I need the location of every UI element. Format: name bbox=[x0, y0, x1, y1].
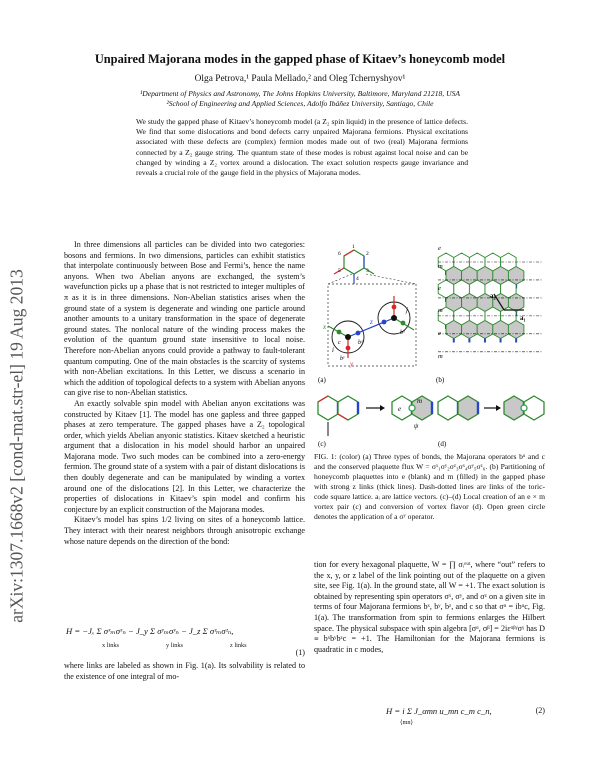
figure-caption: FIG. 1: (color) (a) Three types of bonds, the Majorana operators bᵅ and c and the conserved plaquette flux W = σˣ₁σʸ₂σᶻ₃σˣ₄σʸ₅σᶻ₆. (b) Partitioning of honeycomb plaquettes into e (blank) and m (filled) in the gapped phase with strong z links (thick lines). Dash-dotted lines are links of the toric-code square lattice. aᵢ are lattice vectors. (c)–(d) Local creation of an e × m vortex pair (c) and conversion of vortex flavor (d). Open green circle denotes the application of a σʸ operator. bbox=[314, 452, 545, 521]
lattice-plaquette bbox=[508, 321, 524, 339]
link-label-z: z bbox=[370, 318, 373, 326]
equation-1 bbox=[64, 620, 305, 660]
left-column-continued bbox=[64, 661, 305, 682]
site-number-3: 3 bbox=[366, 268, 369, 274]
figure-panel-b bbox=[434, 242, 542, 384]
arxiv-stamp bbox=[4, 226, 30, 666]
paper-authors: Olga Petrova,¹ Paula Mellado,² and Oleg Tchernyshyov¹ bbox=[194, 74, 406, 84]
right-column bbox=[314, 560, 545, 655]
majorana-label-c: c bbox=[338, 340, 341, 346]
left-column bbox=[64, 240, 305, 547]
intro-paragraph: In three dimensions all particles can be divided into two categories: bosons and fermions. In two dimensions, particles can exhibit statistics that interpolate continuously between Bose and Fermi’s, hence the name anyons. When two Abelian anyons are exchanged, the system’s wavefunction picks up a phase that is not restricted to integer multiples of π as it is in three dimensions. Non-Abelian statistics arises when the ground state of a system is degenerate and winding one particle around another amounts to a unitary transformation in the space of degenerate ground states. The nonlocal nature of the winding process makes the evolution of the quantum ground state insensitive to local noise. Therefore non-Abelian anyons could provide a pathway to fault-tolerant quantum computing. One of the main obstacles is the scarcity of systems with non-Abelian excitations. In this Letter, we discuss a scenario in which the addition of topological defects to a system with Abelian anyons can give rise to non-Abelian statistics. bbox=[64, 240, 305, 398]
fermion-label-psi: ψ bbox=[414, 422, 419, 430]
lattice-vector-a2: a₂ bbox=[490, 292, 496, 300]
majorana-label-bx: bˣ bbox=[400, 330, 405, 336]
equation-2-sub: ⟨mn⟩ bbox=[400, 719, 413, 726]
plaquette-type-label: e bbox=[438, 285, 441, 292]
arxiv-id: arXiv:1307.1668v2 [cond-mat.str-el] 19 Aug 2013 bbox=[6, 269, 27, 623]
site-number-5: 5 bbox=[338, 268, 341, 274]
equation-1-sub-z: z links bbox=[230, 642, 247, 649]
paper-title: Unpaired Majorana modes in the gapped phase of Kitaev’s honeycomb model bbox=[94, 52, 506, 66]
majorana-label-by: bʸ bbox=[340, 356, 345, 362]
site-number-6: 6 bbox=[338, 251, 341, 257]
kitaev-paragraph: An exactly solvable spin model with Abelian anyon excitations was constructed by Kitaev [1]. The model has one gapless and three gapped phases at zero temperature. The gapped phases have a Z₂ topological order, which yields Abelian anyonic statistics. Kitaev sketched a heuristic argument that a dislocation in his model should harbor an unpaired Majorana mode. Two such modes can be combined into a zero-energy fermion. The ground state of a system with a pair of distant dislocations is then doubly degenerate and can be manipulated by winding a vortex around one of the dislocations [2]. In this Letter, we characterize the properties of dislocations in Kitaev’s spin model and confirm his conjecture by an explicit construction of the Majorana modes. bbox=[64, 398, 305, 514]
abstract: We study the gapped phase of Kitaev’s honeycomb model (a Z₂ spin liquid) in the presence of lattice defects. We find that some dislocations and bond defects carry unpaired Majorana fermions. Physical excitations associated with these defects are (complex) fermion modes made out of two (real) Majorana fermions connected by a Z₂ gauge string. The quantum state of these modes is robust against local noise and can be changed by winding a Z₂ vortex around a dislocation. The exact solution respects gauge invariance and reveals a crucial role of the gauge field in the physics of Majorana modes. bbox=[136, 117, 468, 178]
model-paragraph: Kitaev’s model has spins 1/2 living on sites of a honeycomb lattice. They interact with their nearest neighbors through anisotropic exchange whose nature depends on the direction of the bond: bbox=[64, 515, 305, 546]
equation-2-body: H = i Σ J_αmn u_mn c_m c_n, bbox=[386, 706, 492, 716]
equation-1-sub-y: y links bbox=[166, 642, 183, 649]
lattice-plaquette bbox=[493, 321, 509, 339]
figure-panel-c bbox=[318, 396, 432, 448]
figure-panel-a bbox=[316, 242, 420, 384]
panel-label-a: (a) bbox=[318, 376, 326, 384]
plaquette-type-label: e bbox=[438, 245, 441, 252]
equation-2 bbox=[314, 700, 545, 730]
panel-label-d: (d) bbox=[438, 440, 447, 448]
plaquette-type-label: m bbox=[438, 307, 443, 314]
equation-2-number: (2) bbox=[535, 706, 545, 715]
lattice-vector-a1: a₁ bbox=[520, 314, 526, 322]
affiliation-2: ²School of Engineering and Applied Sciences, Adolfo Ibáñez University, Santiago, Chile bbox=[166, 99, 434, 108]
equation-1-sub-x: x links bbox=[102, 642, 119, 649]
plaquette-paragraph: tion for every hexagonal plaquette, W = ∏ σᵢᵒᵘᵗ, where “out” refers to the x, y, or z label of the link pointing out of the plaquette on a given site, see Fig. 1(a). In the ground state, all W = +1. The exact solution is obtained by representing spin operators σˣ, σʸ, and σᶻ on a given site in terms of four Majorana fermions bˣ, bʸ, bᶻ, and c so that σᵅ = ibᵅc, Fig. 1(a). The transformation from spin to fermions enlarges the Hilbert space. The physical subspace with spin algebra [σᵅ, σᵝ] = 2iεᵅᵝᵞσᵞ has D ≡ bˣbʸbᶻc = +1. The Hamiltonian for the Majorana fermions is quadratic in c modes, bbox=[314, 560, 545, 654]
link-label-y: y bbox=[350, 360, 354, 368]
panel-label-b: (b) bbox=[436, 376, 445, 384]
site-number-2: 2 bbox=[366, 251, 369, 257]
figure-panel-d bbox=[438, 396, 544, 448]
lattice-plaquette bbox=[446, 321, 462, 339]
figure-1 bbox=[314, 240, 545, 450]
lattice-plaquette bbox=[477, 321, 493, 339]
site-label-j: j bbox=[406, 306, 408, 314]
lattice-plaquette bbox=[462, 321, 478, 339]
plaquette-type-label: e bbox=[438, 330, 441, 337]
affiliation-1: ¹Department of Physics and Astronomy, The Johns Hopkins University, Baltimore, Maryland 21218, USA bbox=[139, 89, 461, 98]
majorana-label-bz: bᶻ bbox=[358, 340, 363, 346]
site-number-4: 4 bbox=[356, 276, 359, 282]
link-label-x: x bbox=[323, 323, 327, 331]
plaquette-type-label: m bbox=[438, 263, 443, 270]
vortex-label-e: e bbox=[398, 405, 402, 413]
vortex-label-m: m bbox=[417, 397, 423, 405]
links-paragraph: where links are labeled as shown in Fig. 1(a). Its solvability is related to the existence of one integral of mo- bbox=[64, 661, 305, 681]
plaquette-type-label: m bbox=[438, 353, 443, 360]
site-number-1: 1 bbox=[352, 244, 355, 250]
equation-1-body: H = −Jₓ Σ σˣₘσˣₙ − J_y Σ σʸₘσʸₙ − J_z Σ σᶻₘσᶻₙ, bbox=[66, 626, 234, 636]
site-label-i: i bbox=[332, 346, 334, 354]
panel-label-c: (c) bbox=[318, 440, 326, 448]
equation-1-number: (1) bbox=[295, 648, 305, 657]
